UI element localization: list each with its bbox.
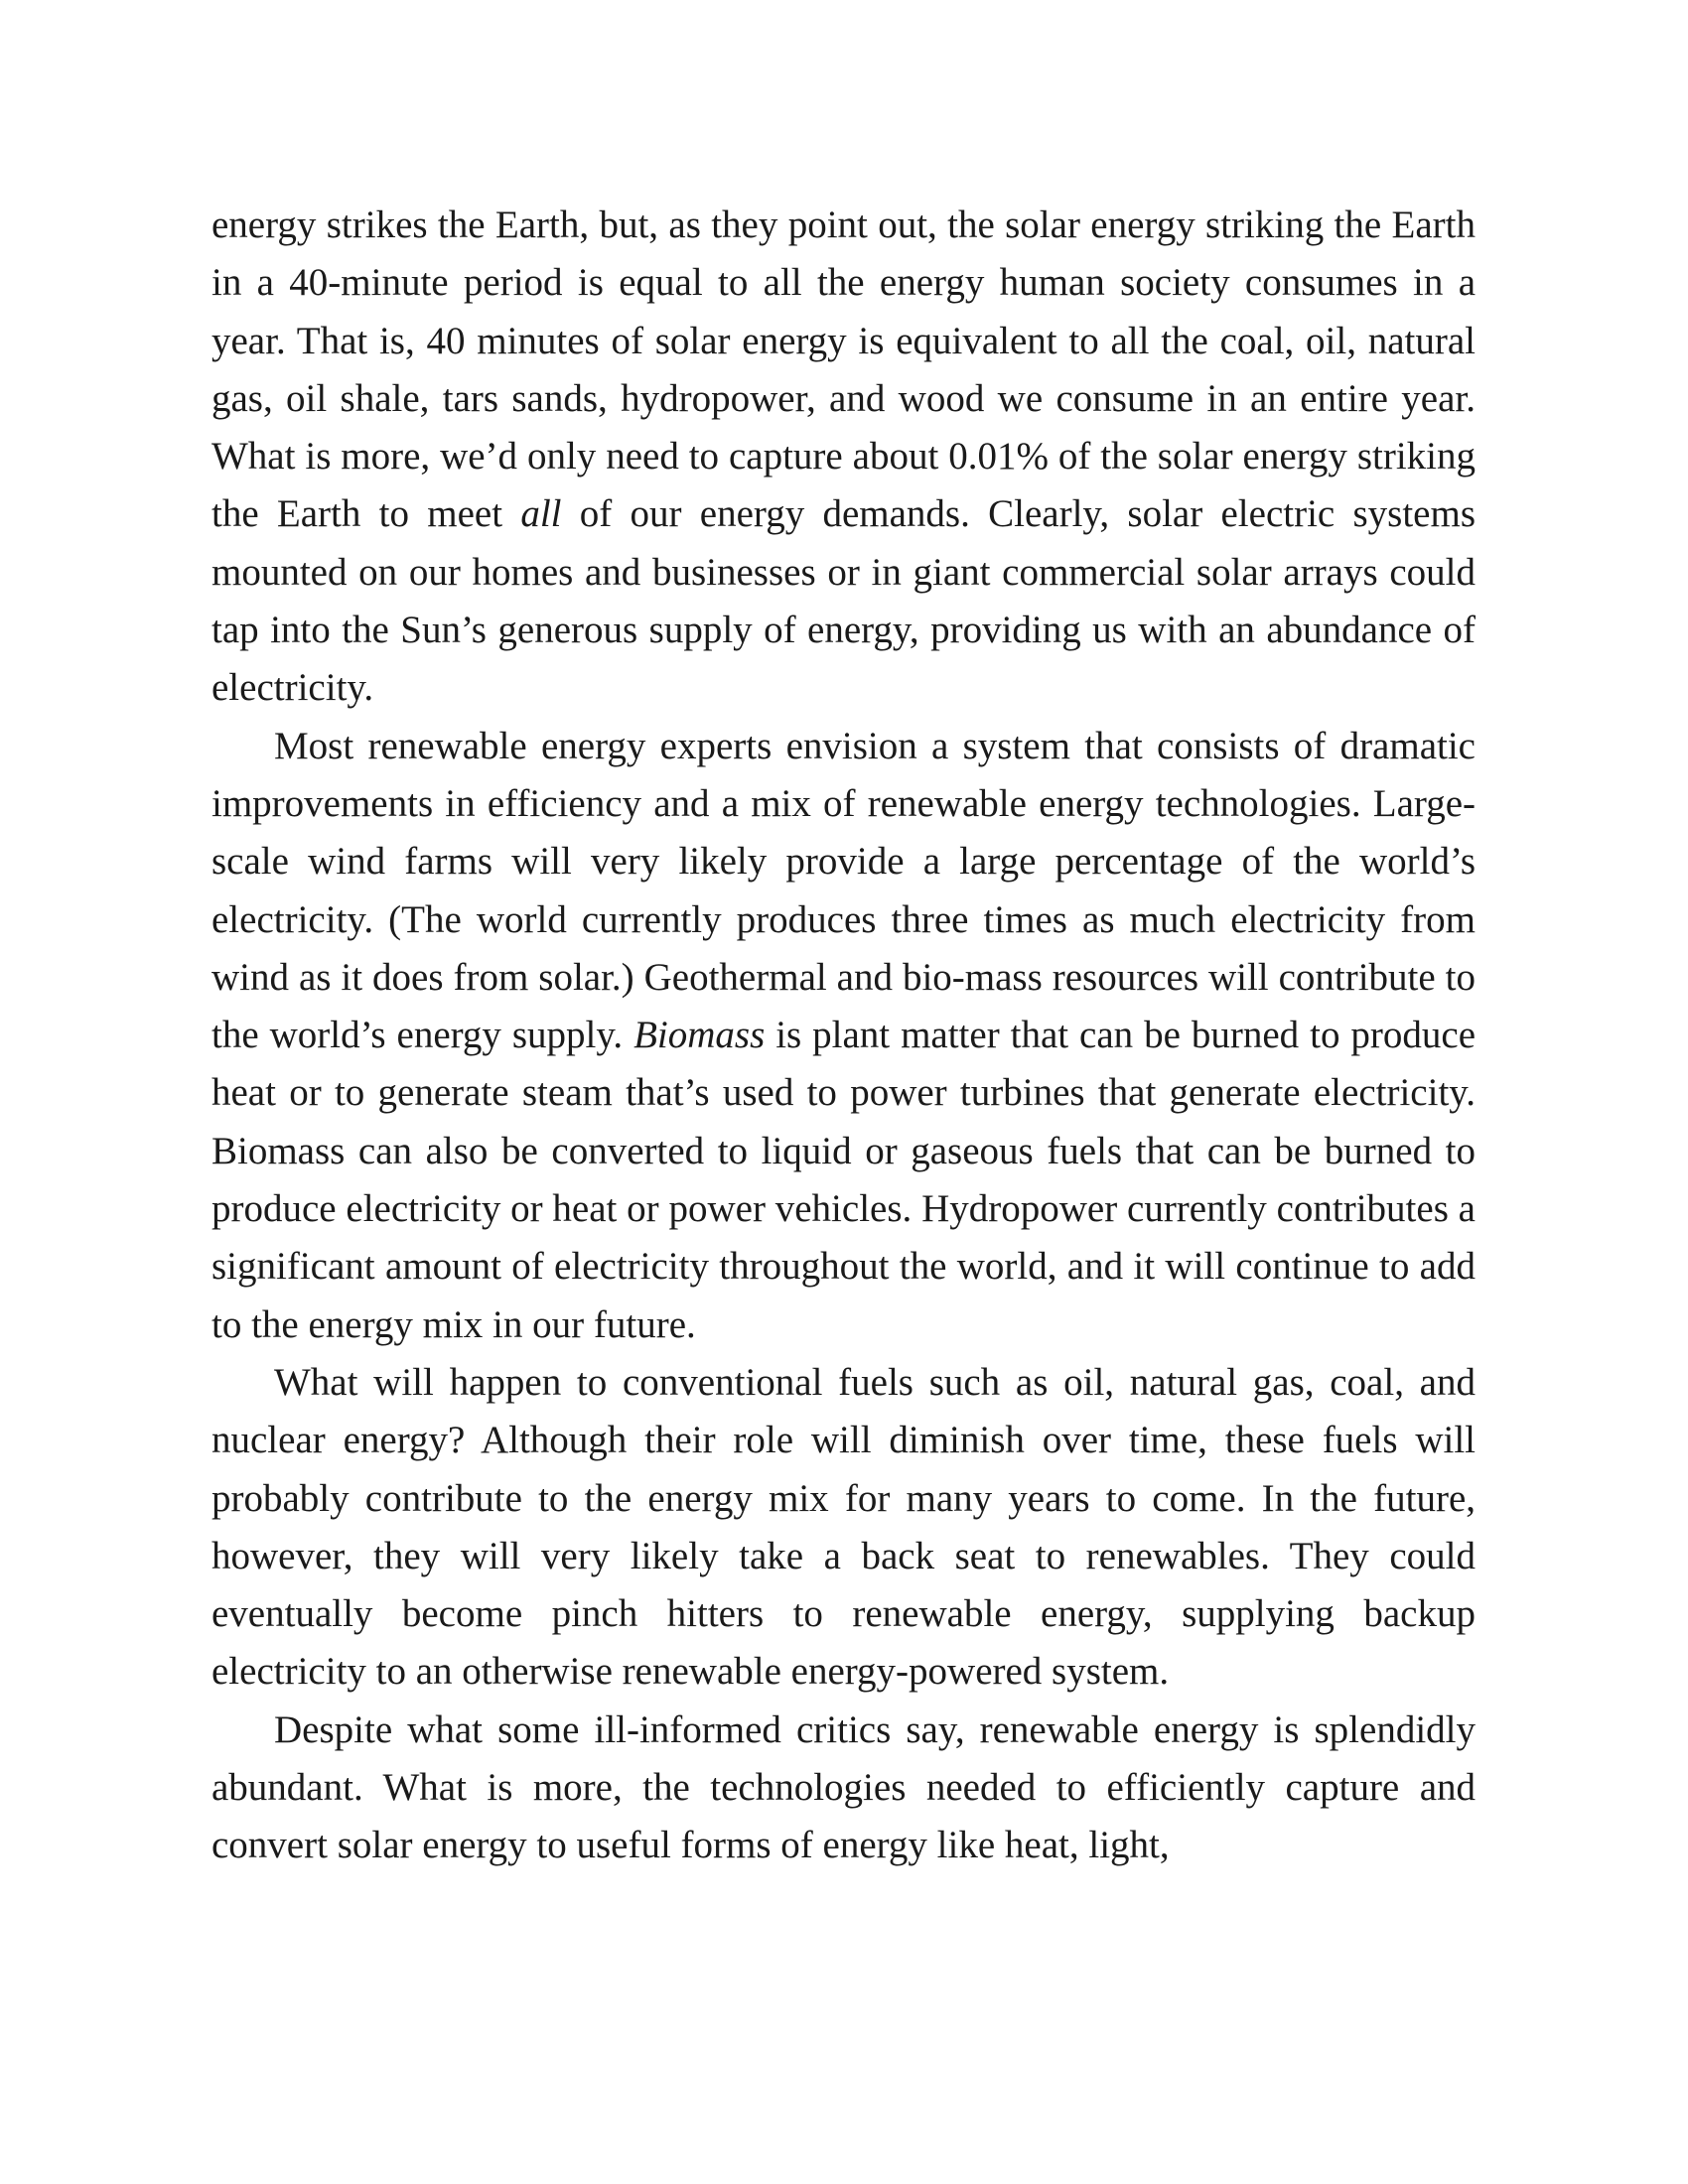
paragraph-3 — [211, 1354, 1476, 1702]
paragraph-3-text: What will happen to conventional fuels such as oil, natural gas, coal, and nuclear energy? Although their role will diminish over time, these fuels will probably contribute to the energy mix for many years to come. In the future, however, they will very likely take a back seat to renewables. They could eventually become pinch hitters to renewable energy, supplying backup electricity to an otherwise renewable energy-powered system. — [211, 1360, 1476, 1694]
paragraph-4 — [211, 1702, 1476, 1875]
paragraph-2-text-a: Most renewable energy experts envision a system that consists of dramatic improvements in efficiency and a mix of renewable energy technologies. Large-scale wind farms will very likely provide a large percentage of the world’s electricity. (The world currently produces three times as much electricity from wind as it does from solar.) Geothermal and bio-mass resources will contribute to the world’s energy supply. — [211, 724, 1476, 1057]
body-text — [211, 197, 1476, 1875]
paragraph-1-text-b: of our energy demands. Clearly, solar electric systems mounted on our homes and businesses or in giant commercial solar arrays could tap into the Sun’s generous supply of energy, providing us with an abundance of electricity. — [211, 492, 1477, 710]
emphasis-all: all — [520, 492, 562, 536]
paragraph-1 — [211, 197, 1476, 718]
emphasis-biomass: Biomass — [633, 1014, 766, 1057]
paragraph-1-text-a: energy strikes the Earth, but, as they point out, the solar energy striking the Earth in a 40-minute period is equal to all the energy human society consumes in a year. That is, 40 minutes of solar energy is equivalent to all the coal, oil, natural gas, oil shale, tars sands, hydropower, and wood we consume in an entire year. What is more, we’d only need to capture about 0.01% of the solar energy striking the Earth to meet — [211, 204, 1476, 536]
paragraph-4-text: Despite what some ill-informed critics say, renewable energy is splendidly abundant. What is more, the technologies needed to efficiently capture and convert solar energy to useful forms of energy like heat, light, — [211, 1707, 1476, 1867]
paragraph-2-text-b: is plant matter that can be burned to produce heat or to generate steam that’s used to power turbines that generate electricity. Biomass can also be converted to liquid or gaseous fuels that can be burned to produce electricity or heat or power vehicles. Hydropower currently contributes a significant amount of electricity throughout the world, and it will continue to add to the energy mix in our future. — [211, 1014, 1477, 1346]
paragraph-2 — [211, 718, 1476, 1354]
